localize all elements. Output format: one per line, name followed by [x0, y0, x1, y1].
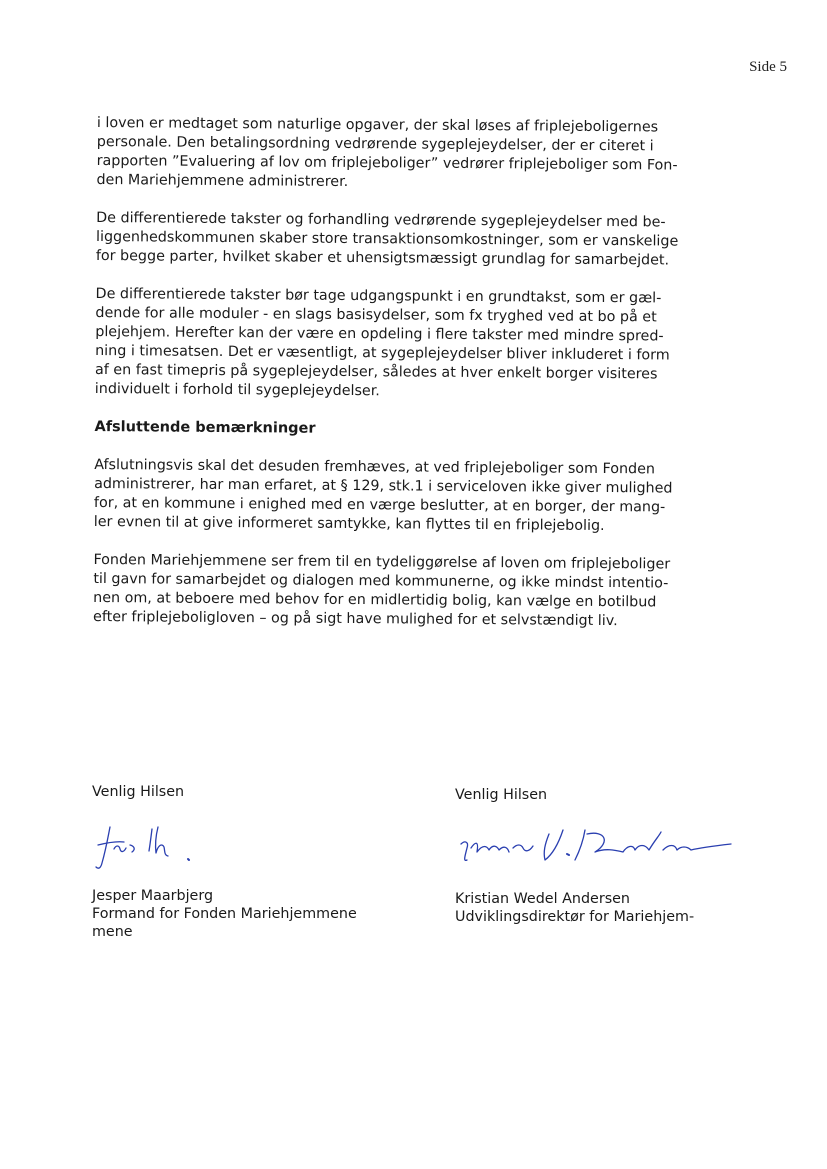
signature-block-right: [455, 786, 745, 926]
section-heading: Afsluttende bemærkninger: [94, 418, 316, 437]
greeting: Venlig Hilsen: [92, 784, 185, 800]
text-line: for begge parter, hvilket skaber et uhensigtsmæssigt grundlag for samarbejdet.: [95, 247, 670, 269]
text-line: individuelt i forhold til sygeplejeydelser.: [94, 380, 380, 400]
paragraph-1: [96, 114, 729, 195]
text-line: De differentierede takster og forhandling vedrørende sygeplejeydelser med be-: [96, 209, 666, 231]
text-line: ning i timesatsen. Det er væsentligt, at sygeplejeydelser bliver inkluderet i form: [95, 342, 670, 364]
paragraph-5: [93, 551, 726, 632]
signer-title-line: Udviklingsdirektør for Mariehjem-: [455, 909, 695, 925]
greeting: Venlig Hilsen: [455, 787, 548, 803]
paragraph-4: [94, 456, 727, 537]
signer-left: [92, 887, 357, 941]
signer-right: [455, 890, 745, 926]
paragraph-3: [95, 285, 728, 404]
letter-body: [93, 114, 729, 651]
text-line: De differentierede takster bør tage udgangspunkt i en grundtakst, som er gæl-: [95, 285, 662, 307]
handwritten-signature-left: [92, 815, 222, 877]
handwritten-signature-right: [455, 818, 745, 880]
text-line: rapporten ”Evaluering af lov om friplejeboliger” vedrører friplejeboliger som Fon-: [96, 152, 678, 174]
signature-block-left: [92, 783, 357, 941]
text-line: efter friplejeboligloven – og på sigt have mulighed for et selvstændigt liv.: [92, 608, 618, 630]
signer-title-line: mene: [92, 924, 133, 940]
paragraph-2: [96, 209, 728, 271]
text-line: af en fast timepris på sygeplejeydelser, således at hver enkelt borger visiteres: [94, 361, 658, 383]
page-number: Side 5: [749, 59, 787, 75]
text-line: for, at en kommune i enighed med en værge beslutter, at en borger, der mang-: [93, 494, 666, 516]
text-line: ler evnen til at give informeret samtykke, kan flyttes til en friplejebolig.: [93, 513, 605, 534]
text-line: plejehjem. Herefter kan der være en opdeling i flere takster med mindre spred-: [95, 323, 664, 345]
signer-title-line: Formand for Fonden Mariehjemmene: [92, 906, 357, 922]
text-line: til gavn for samarbejdet og dialogen med kommunerne, og ikke mindst intentio-: [93, 570, 669, 592]
text-line: dende for alle moduler - en slags basisydelser, som fx tryghed ved at bo på et: [95, 304, 657, 326]
text-line: personale. Den betalingsordning vedrørende sygeplejeydelser, der er citeret i: [96, 133, 654, 155]
text-line: administrerer, har man erfaret, at § 129, stk.1 i serviceloven ikke giver mulighed: [94, 475, 673, 497]
text-line: nen om, at beboere med behov for en midlertidig bolig, kan vælge en botilbud: [93, 589, 657, 611]
signer-name: Kristian Wedel Andersen: [455, 891, 630, 907]
text-line: Fonden Mariehjemmene ser frem til en tydeliggørelse af loven om friplejeboliger: [93, 551, 671, 573]
text-line: den Mariehjemmene administrerer.: [96, 171, 349, 190]
signer-name: Jesper Maarbjerg: [92, 888, 214, 904]
text-line: liggenhedskommunen skaber store transaktionsomkostninger, som er vanskelige: [95, 228, 679, 250]
text-line: Afslutningsvis skal det desuden fremhæves, at ved friplejeboliger som Fonden: [94, 456, 656, 478]
text-line: i loven er medtaget som naturlige opgaver, der skal løses af friplejeboligernes: [96, 114, 659, 136]
